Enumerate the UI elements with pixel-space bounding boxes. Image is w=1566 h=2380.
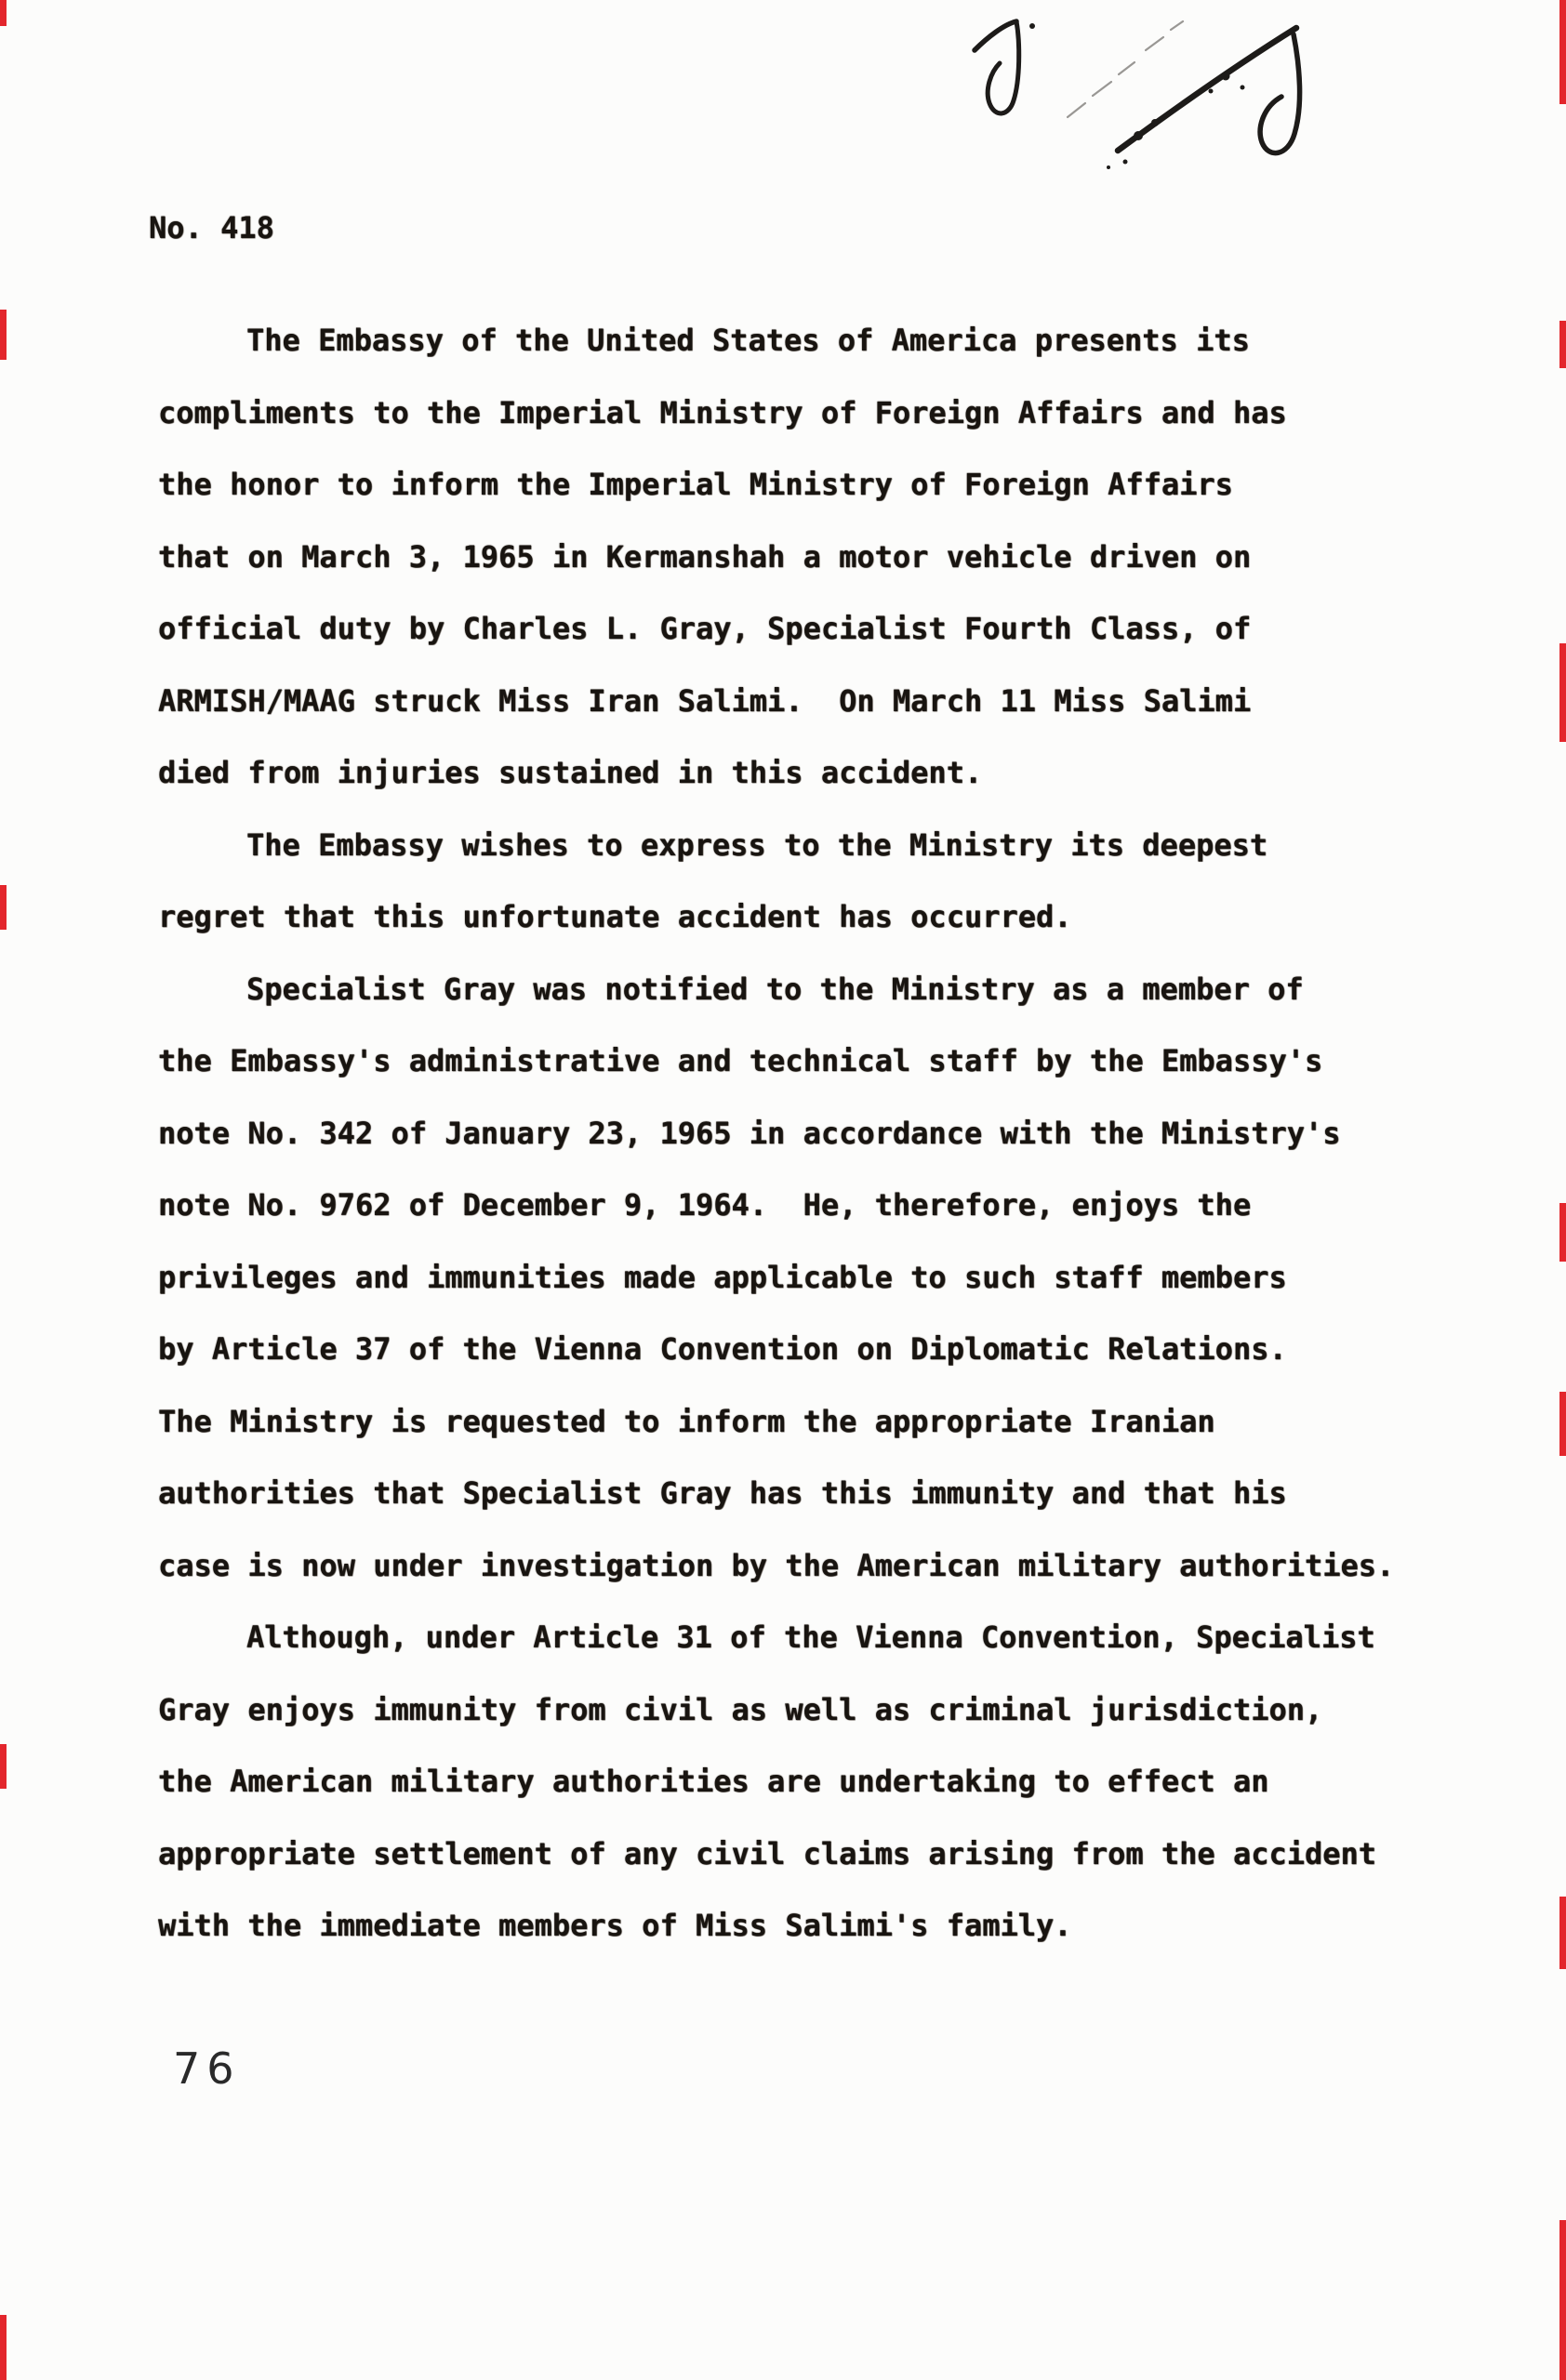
text-line: note No. 342 of January 23, 1965 in accordance with the Ministry's [158, 1115, 1341, 1151]
document-body [158, 305, 1516, 1963]
text-line: The Embassy of the United States of America presents its [246, 323, 1250, 358]
paragraph [158, 305, 1516, 810]
paragraph [158, 810, 1516, 954]
text-line: regret that this unfortunate accident has occurred. [158, 899, 1072, 934]
text-line: official duty by Charles L. Gray, Specialist Fourth Class, of [158, 611, 1252, 646]
text-line: appropriate settlement of any civil claims arising from the accident [158, 1835, 1377, 1871]
scan-edge-mark [0, 885, 7, 930]
paragraph [158, 1602, 1516, 1963]
page-number: 76 [173, 2043, 241, 2094]
scan-edge-mark [1559, 1392, 1566, 1456]
paragraph [158, 954, 1516, 1603]
scan-edge-mark [1559, 2220, 1566, 2380]
scan-edge-mark [1559, 1897, 1566, 1969]
text-line: compliments to the Imperial Ministry of Foreign Affairs and has [158, 394, 1287, 430]
text-line: Gray enjoys immunity from civil as well as criminal jurisdiction, [158, 1691, 1323, 1727]
note-number: No. 418 [149, 210, 274, 245]
text-line: ARMISH/MAAG struck Miss Iran Salimi. On March 11 Miss Salimi [158, 682, 1252, 719]
scan-edge-mark [0, 2315, 7, 2380]
scan-edge-mark [1559, 0, 1566, 104]
text-line: that on March 3, 1965 in Kermanshah a motor vehicle driven on [158, 538, 1252, 575]
text-line: the honor to inform the Imperial Ministry of Foreign Affairs [158, 467, 1233, 502]
text-line: the American military authorities are undertaking to effect an [158, 1764, 1269, 1799]
text-line: Specialist Gray was notified to the Ministry as a member of [246, 971, 1304, 1007]
scan-edge-mark [0, 310, 7, 360]
scan-edge-mark [1559, 1203, 1566, 1262]
scan-edge-mark [1559, 321, 1566, 368]
handwritten-mark [949, 2, 1339, 188]
text-line: note No. 9762 of December 9, 1964. He, therefore, enjoys the [158, 1187, 1252, 1223]
scan-edge-mark [0, 0, 7, 26]
text-line: with the immediate members of Miss Salimi's family. [158, 1908, 1072, 1943]
scan-edge-mark [1559, 643, 1566, 742]
text-line: by Article 37 of the Vienna Convention on Diplomatic Relations. [158, 1331, 1287, 1367]
text-line: case is now under investigation by the American military authorities. [158, 1547, 1395, 1583]
text-line: The Ministry is requested to inform the appropriate Iranian [158, 1403, 1215, 1439]
text-line: privileges and immunities made applicable to such staff members [158, 1259, 1287, 1295]
text-line: Although, under Article 31 of the Vienna Convention, Specialist [246, 1620, 1375, 1655]
scan-edge-mark [0, 1744, 7, 1789]
text-line: died from injuries sustained in this accident. [158, 755, 983, 790]
text-line: authorities that Specialist Gray has this immunity and that his [158, 1475, 1287, 1511]
text-line: The Embassy wishes to express to the Ministry its deepest [246, 826, 1268, 863]
text-line: the Embassy's administrative and technical staff by the Embassy's [158, 1043, 1323, 1078]
